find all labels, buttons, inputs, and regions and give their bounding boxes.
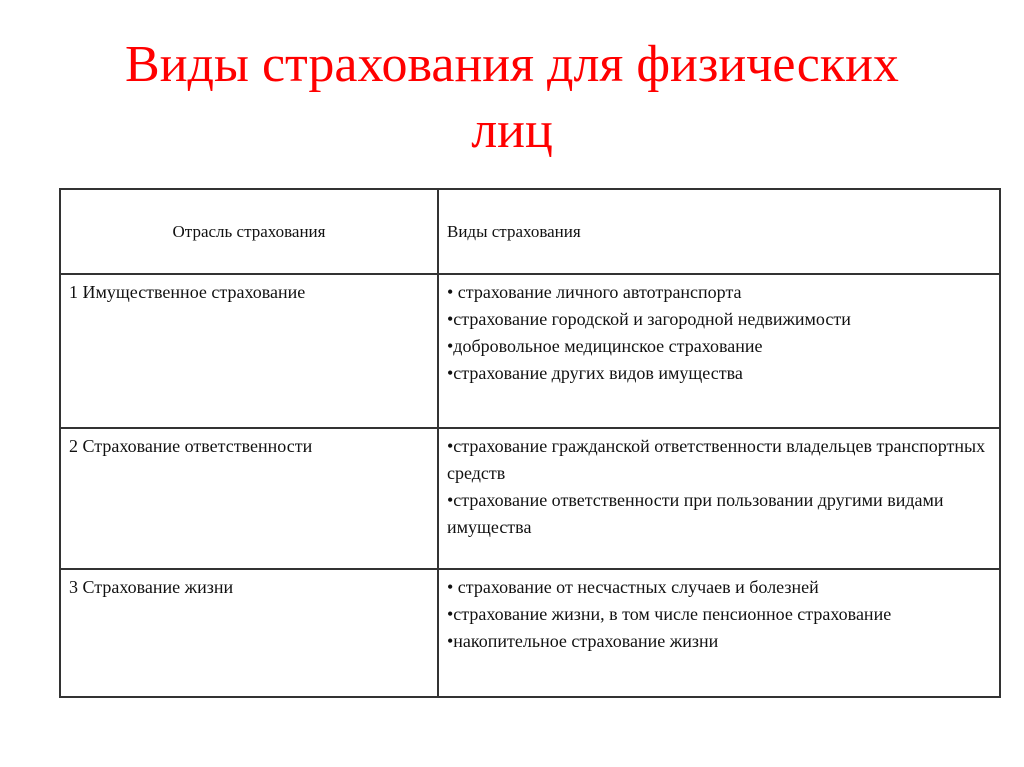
list-item: •страхование гражданской ответственности владельцев транспортных средств: [447, 436, 986, 483]
table-row: [60, 569, 1000, 697]
slide-title: [40, 32, 984, 164]
list-item: •накопительное страхование жизни: [447, 631, 719, 651]
slide-title-line-2: лиц: [471, 102, 553, 159]
header-types: Виды страхования: [438, 189, 1000, 274]
row-types: [438, 569, 1000, 697]
list-item: •страхование ответственности при пользовании другими видами имущества: [447, 490, 944, 537]
insurance-types-table: [59, 188, 1001, 698]
header-branch: Отрасль страхования: [60, 189, 438, 274]
table-row: [60, 274, 1000, 428]
table-header-row: [60, 189, 1000, 274]
table-row: [60, 428, 1000, 569]
row-types: [438, 274, 1000, 428]
row-branch: 2 Страхование ответственности: [60, 428, 438, 569]
row-branch: 1 Имущественное страхование: [60, 274, 438, 428]
list-item: • страхование личного автотранспорта: [447, 282, 742, 302]
list-item: •добровольное медицинское страхование: [447, 336, 763, 356]
row-types: [438, 428, 1000, 569]
list-item: • страхование от несчастных случаев и болезней: [447, 577, 819, 597]
list-item: •страхование городской и загородной недвижимости: [447, 309, 851, 329]
list-item: •страхование жизни, в том числе пенсионное страхование: [447, 604, 892, 624]
row-branch: 3 Страхование жизни: [60, 569, 438, 697]
slide-title-line-1: Виды страхования для физических: [125, 36, 899, 93]
list-item: •страхование других видов имущества: [447, 363, 743, 383]
